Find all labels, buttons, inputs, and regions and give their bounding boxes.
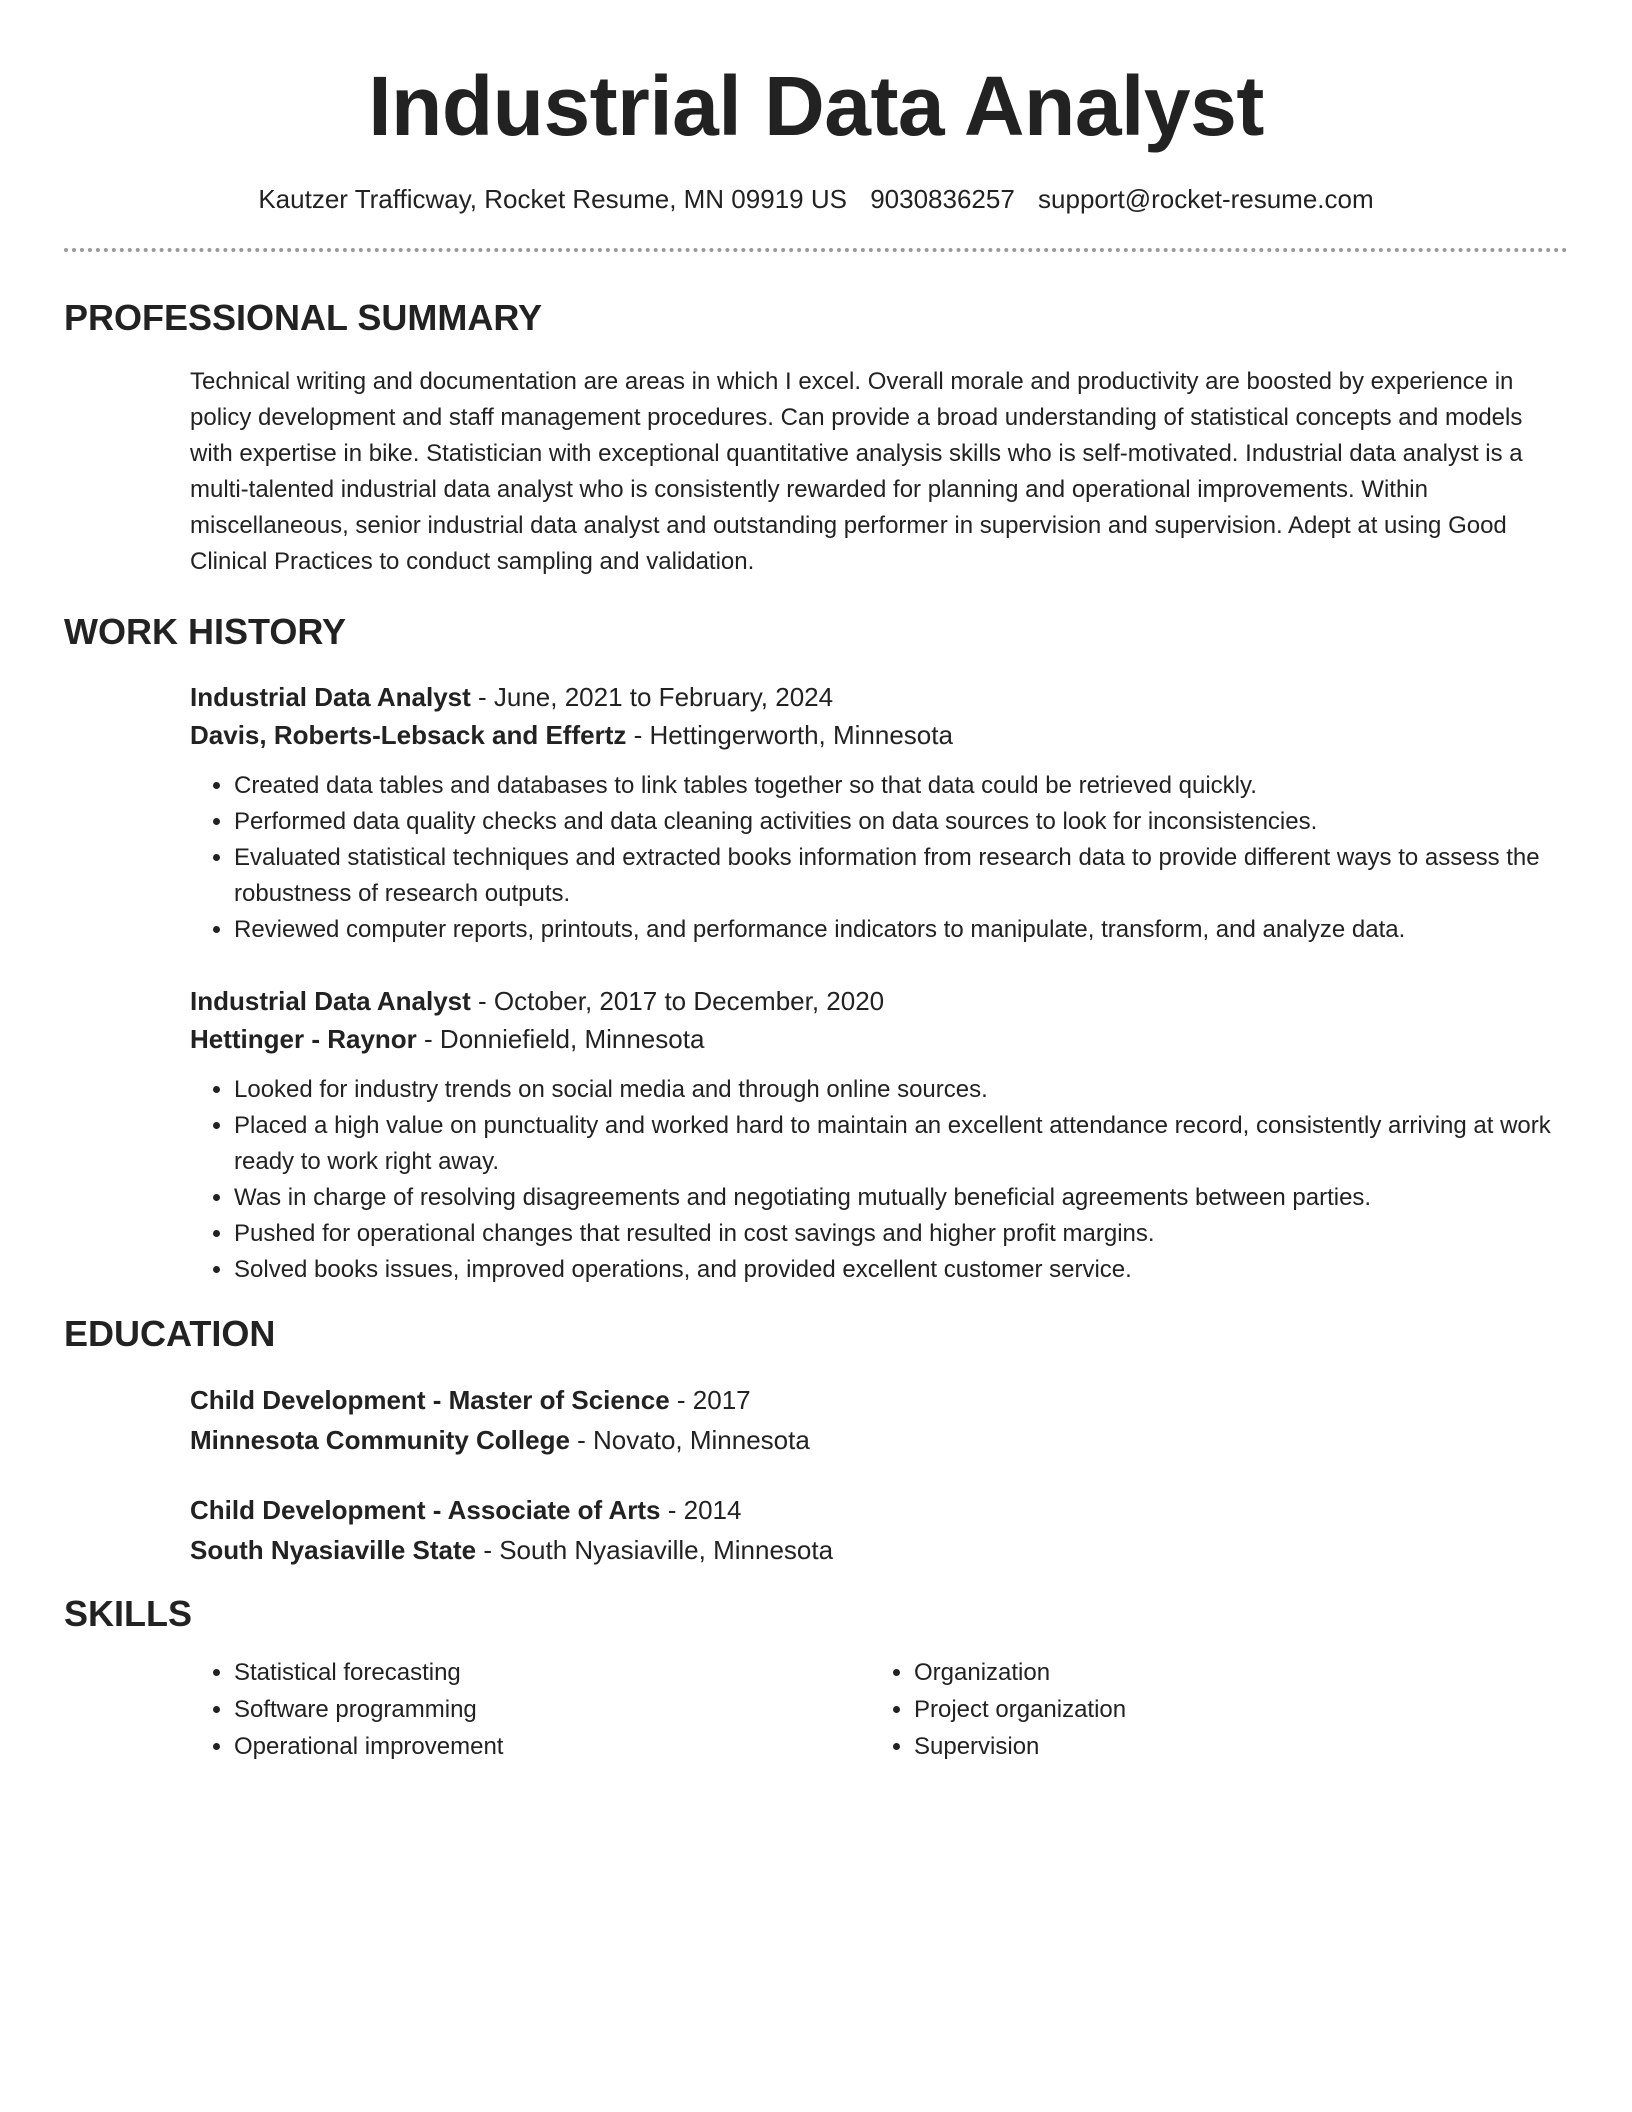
- skill-item: • Organization: [914, 1654, 1550, 1691]
- school-location: - South Nyasiaville, Minnesota: [476, 1535, 834, 1565]
- list-item: • Looked for industry trends on social media and through online sources.: [234, 1072, 1570, 1108]
- list-item: • Placed a high value on punctuality and worked hard to maintain an excellent attendance record, consistently arriving at work ready to work right away.: [234, 1108, 1570, 1180]
- degree-year: - 2017: [669, 1385, 751, 1415]
- education-entry: [190, 1380, 1568, 1460]
- list-item: • Solved books issues, improved operations, and provided excellent customer service.: [234, 1252, 1570, 1288]
- list-item: • Was in charge of resolving disagreements and negotiating mutually beneficial agreements between parties.: [234, 1180, 1570, 1216]
- candidate-name: Industrial Data Analyst: [368, 59, 1264, 153]
- job-title-line: [190, 982, 1568, 1020]
- job-title-line: [190, 678, 1568, 716]
- job-dates: - June, 2021 to February, 2024: [470, 682, 834, 712]
- resume-page: [64, 0, 1568, 1765]
- degree-year: - 2014: [660, 1495, 742, 1525]
- skill-item: • Statistical forecasting: [234, 1654, 870, 1691]
- list-item: • Pushed for operational changes that resulted in cost savings and higher profit margins.: [234, 1216, 1570, 1252]
- job-role: Industrial Data Analyst: [190, 986, 471, 1016]
- skills-right-column: [870, 1654, 1550, 1765]
- school: Minnesota Community College: [190, 1425, 570, 1455]
- job-company-line: [190, 716, 1568, 754]
- skill-item: • Supervision: [914, 1728, 1550, 1765]
- degree: Child Development - Master of Science: [190, 1385, 670, 1415]
- job-location: - Hettingerworth, Minnesota: [626, 720, 953, 750]
- contact-email: support@rocket-resume.com: [1038, 184, 1374, 214]
- summary-heading: PROFESSIONAL SUMMARY: [64, 297, 543, 338]
- education-entry: [190, 1490, 1568, 1570]
- skill-item: • Operational improvement: [234, 1728, 870, 1765]
- work-history-heading: WORK HISTORY: [64, 611, 347, 652]
- degree-line: [190, 1380, 1568, 1420]
- skills-columns: [190, 1654, 1568, 1765]
- job-company: Davis, Roberts-Lebsack and Effertz: [190, 720, 627, 750]
- list-item: • Reviewed computer reports, printouts, and performance indicators to manipulate, transform, and analyze data.: [234, 912, 1570, 948]
- school-line: [190, 1420, 1568, 1460]
- skills-heading: SKILLS: [64, 1593, 193, 1634]
- summary-text: Technical writing and documentation are areas in which I excel. Overall morale and productivity are boosted by experience in policy development and staff management procedures. Can provide a broad understanding of statistical concepts and models with expertise in bike. Statistician with exceptional quantitative analysis skills who is self-motivated. Industrial data analyst is a multi-talented industrial data analyst who is consistently rewarded for planning and operational improvements. Within miscellaneous, senior industrial data analyst and outstanding performer in supervision and supervision. Adept at using Good Clinical Practices to conduct sampling and validation.: [190, 368, 1523, 575]
- header-divider: [64, 248, 1568, 252]
- job-location: - Donniefield, Minnesota: [416, 1024, 705, 1054]
- school: South Nyasiaville State: [190, 1535, 477, 1565]
- job-role: Industrial Data Analyst: [190, 682, 471, 712]
- job-dates: - October, 2017 to December, 2020: [470, 986, 885, 1016]
- job-bullets: [190, 768, 1570, 948]
- job-bullets: [190, 1072, 1570, 1288]
- school-line: [190, 1530, 1568, 1570]
- school-location: - Novato, Minnesota: [569, 1425, 810, 1455]
- job-company-line: [190, 1020, 1568, 1058]
- contact-address: Kautzer Trafficway, Rocket Resume, MN 09919 US: [258, 184, 847, 214]
- list-item: • Evaluated statistical techniques and extracted books information from research data to provide different ways to assess the robustness of research outputs.: [234, 840, 1570, 912]
- job-entry: [190, 982, 1568, 1288]
- skills-left-column: [190, 1654, 870, 1765]
- list-item: • Created data tables and databases to link tables together so that data could be retrieved quickly.: [234, 768, 1570, 804]
- job-entry: [190, 678, 1568, 948]
- contact-line: [64, 182, 1568, 216]
- education-heading: EDUCATION: [64, 1313, 276, 1354]
- job-company: Hettinger - Raynor: [190, 1024, 417, 1054]
- contact-phone: 9030836257: [870, 184, 1015, 214]
- degree-line: [190, 1490, 1568, 1530]
- list-item: • Performed data quality checks and data cleaning activities on data sources to look for inconsistencies.: [234, 804, 1570, 840]
- degree: Child Development - Associate of Arts: [190, 1495, 661, 1525]
- skill-item: • Project organization: [914, 1691, 1550, 1728]
- skill-item: • Software programming: [234, 1691, 870, 1728]
